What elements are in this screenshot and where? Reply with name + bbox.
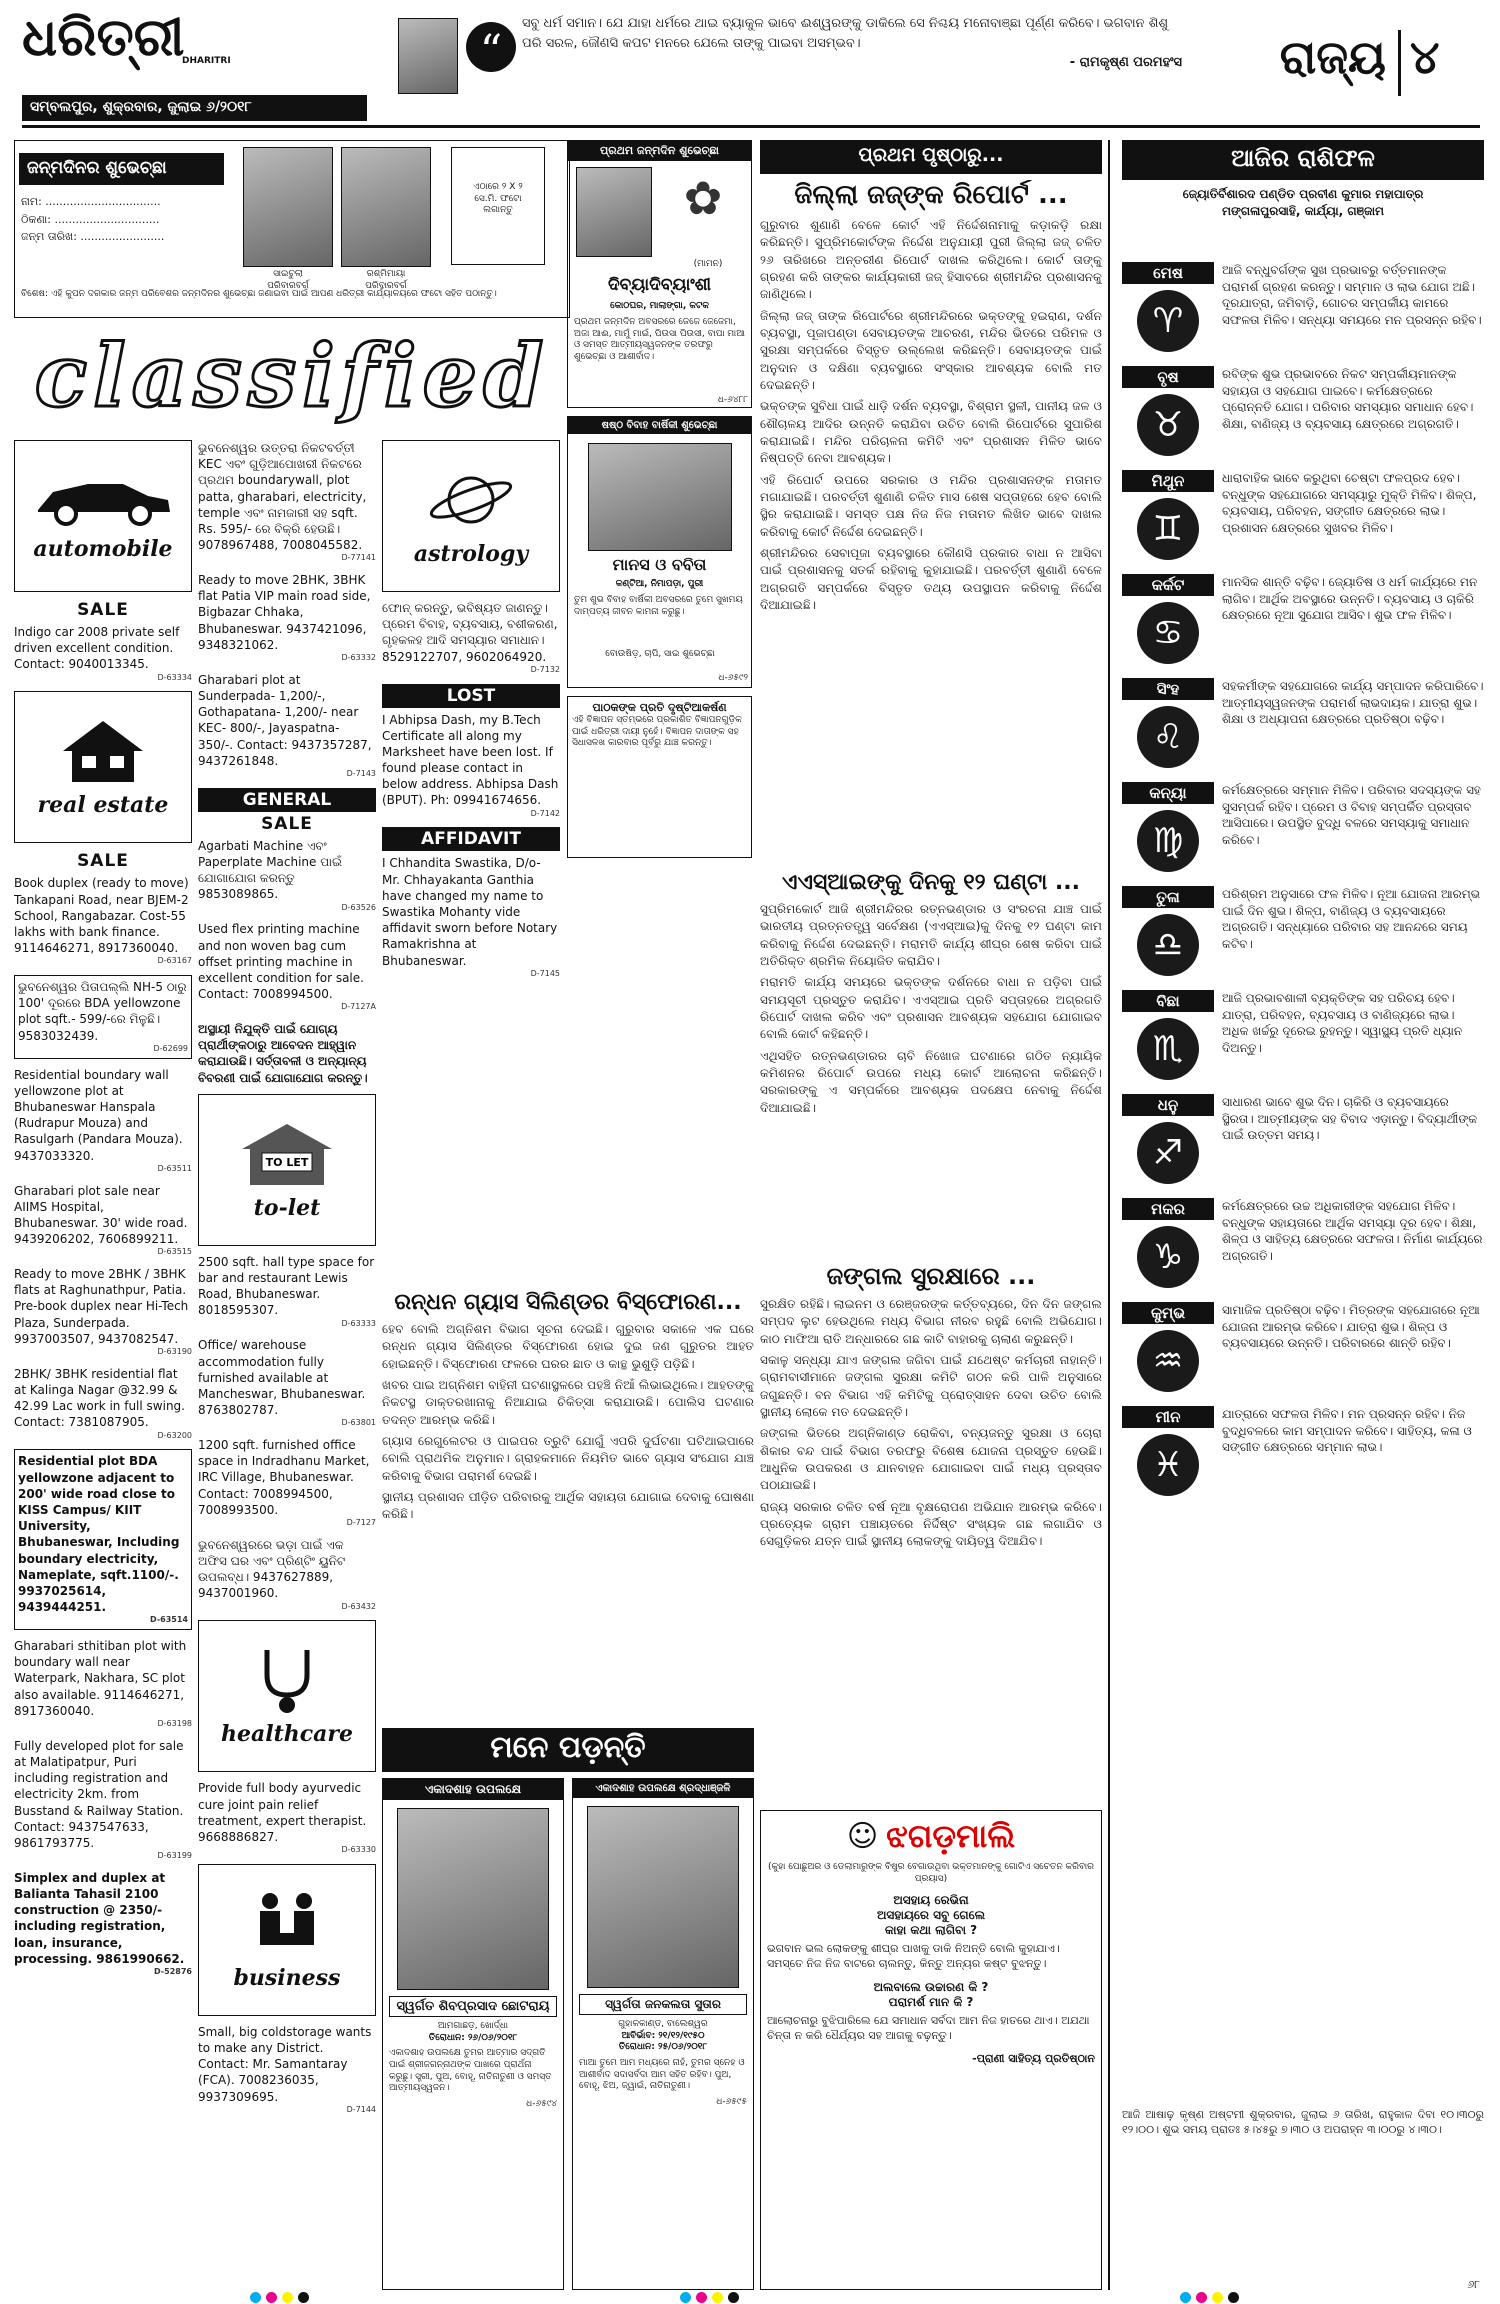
rashi-name: କନ୍ୟା bbox=[1122, 782, 1214, 804]
obituary-photo bbox=[587, 1806, 739, 1988]
classified-column-3 bbox=[382, 440, 560, 1320]
rashi-badge bbox=[1122, 262, 1214, 352]
zodiac-icon: ♏ bbox=[1137, 1018, 1199, 1080]
obituary-name: ସ୍ୱର୍ଗତ ଶିବପ୍ରସାଦ ଛୋଟରାୟ bbox=[389, 1996, 557, 2017]
ad-code: D-63511 bbox=[157, 1163, 192, 1173]
ad-text: Ready to move 2BHK, 3BHK flat Patia VIP main road side, Bigbazar Chhaka, Bhubaneswar. 9437421096, 9348321062. bbox=[198, 573, 371, 652]
rashi-text: ସହକର୍ମୀଙ୍କ ସହଯୋଗରେ କାର୍ଯ୍ୟ ସମ୍ପାଦନ କରିପାରିବେ। ଆତ୍ମୀୟସ୍ୱଜନଙ୍କ ପରାମର୍ଶ ଲାଭଦାୟକ। ଯାତ୍ରା ଶୁଭ। ଶିକ୍ଷା ଓ ଅଧ୍ୟାପନା କ୍ଷେତ୍ରରେ ପ୍ରତିଷ୍ଠା ବଢ଼ିବ। bbox=[1222, 679, 1484, 727]
birthday-field: ଜନ୍ମ ତାରିଖ: ........................ bbox=[21, 230, 165, 244]
rashi-text: ଯାତ୍ରାରେ ସଫଳତା ମିଳିବ। ମନ ପ୍ରସନ୍ନ ରହିବ। ନିଜ ବୁଦ୍ଧିବଳରେ କାମ ସମ୍ପାଦନ କରିବେ। ସାହିତ୍ୟ, କଳା ଓ ସଙ୍ଗୀତ କ୍ଷେତ୍ରରେ ସମ୍ମାନ ଲାଭ। bbox=[1222, 1407, 1472, 1455]
registration-dot bbox=[298, 2292, 309, 2303]
ad-code: D-63198 bbox=[157, 1719, 192, 1728]
anniversary-place: କଣ୍ଟିଆ, ନିମାପଡ଼ା, ପୁରୀ bbox=[615, 579, 704, 589]
story-district-judge bbox=[760, 180, 1102, 870]
story-paragraph: ଏହି ରିପୋର୍ଟ ଉପରେ ସରକାର ଓ ମନ୍ଦିର ପ୍ରଶାସନଙ୍କ ମତାମତ ମଗାଯାଇଛି। ପରବର୍ତ୍ତୀ ଶୁଣାଣି ଚଳିତ ମାସ ଶେଷ ସପ୍ତାହରେ ହେବ ବୋଲି ସ୍ଥିର କରାଯାଇଛି। ସମସ୍ତ ପକ୍ଷ ନିଜ ନିଜ ମତାମତ ଲିଖିତ ଭାବେ ଦାଖଲ କରିବାକୁ କୋର୍ଟ ନିର୍ଦ୍ଦେଶ ଦେଇଛନ୍ତି। bbox=[760, 472, 1102, 539]
story-paragraph: ଗୁରୁବାର ଶୁଣାଣି ବେଳେ କୋର୍ଟ ଏହି ନିର୍ଦ୍ଦେଶନାମାକୁ କଡ଼ାକଡ଼ି ରକ୍ଷା କରିଛନ୍ତି। ସୁପ୍ରିମକୋର୍ଟଙ୍କ ନିର୍ଦ୍ଦେଶ ଅନୁଯାୟୀ ପୁରୀ ଜିଲ୍ଲା ଜଜ୍ ଚଳିତ ୨୬ ତାରିଖରେ ଅନ୍ତରୀଣ ରିପୋର୍ଟ ଦାଖଲ କରିଥିଲେ। କୋର୍ଟ ତାଙ୍କୁ ଗ୍ରହଣ କରି ତାଙ୍କର କାର୍ଯ୍ୟକାରୀ ଜଜ୍ ହିସାବରେ ଶ୍ରୀମନ୍ଦିର ପ୍ରଶାସନକୁ ଜାଣିଥିଲେ। bbox=[760, 218, 1102, 302]
anniversary-ad bbox=[567, 416, 752, 688]
reader-notice-title: ପାଠକଙ୍କ ପ୍ରତି ଦୃଷ୍ଟିଆକର୍ଷଣ bbox=[592, 701, 727, 714]
stethoscope-icon bbox=[247, 1645, 327, 1715]
obituary-left bbox=[382, 1778, 564, 2290]
registration-dot bbox=[282, 2292, 293, 2303]
classified-ad bbox=[14, 624, 192, 683]
rashi-text: ସାମାଜିକ ପ୍ରତିଷ୍ଠା ବଢ଼ିବ। ମିତ୍ରଙ୍କ ସହଯୋଗରେ ନୂଆ ଯୋଜନା ଆରମ୍ଭ କରିବେ। ଯାତ୍ରା ଶୁଭ। ଶିଳ୍ପ ଓ ବ୍ୟବସାୟରେ ଉନ୍ନତି। ପରିବାରରେ ଶାନ୍ତି ରହିବ। bbox=[1222, 1303, 1480, 1351]
ad-text: ଭୁବନେଶ୍ୱର ପିତାପଲ୍ଲି NH-5 ଠାରୁ 100' ଦୂରରେ BDA yellowzone plot sqft.- 599/-ରେ ମିଳୁଛି। 9583032439. bbox=[18, 980, 187, 1043]
planet-icon bbox=[426, 465, 516, 535]
quote-portrait bbox=[398, 18, 458, 94]
to-let-board: TO LET bbox=[265, 1155, 309, 1169]
jhagadamali-question: ଅଲବାଲେ ଉଚ୍ଚାରଣ କି ? ପରାମର୍ଶ ମାନ କି ? bbox=[873, 1980, 989, 2010]
rashi-row bbox=[1122, 470, 1484, 560]
registration-dot bbox=[1196, 2292, 1207, 2303]
zodiac-icon: ♍ bbox=[1137, 810, 1199, 872]
reader-notice bbox=[567, 696, 752, 858]
birthday-title: ଜନ୍ମଦିନର ଶୁଭେଚ୍ଛା bbox=[19, 153, 224, 185]
affidavit-heading: AFFIDAVIT bbox=[382, 827, 560, 851]
ad-code: D-63514 bbox=[150, 1615, 188, 1625]
registration-dot bbox=[712, 2292, 723, 2303]
anniversary-names: ମାନସ ଓ ବବିତା bbox=[612, 555, 707, 574]
jhagadamali-intro: (କୁହା ପୋଛୁଅର ଓ ଡେଲାମାରୁଙ୍କ ବିଷୁର ବେଗାଉଥିବା ଭକ୍ତମାନଙ୍କୁ ଗୋଟିଏ ସଚେତନ କରିବାର ପ୍ରୟାସ) bbox=[768, 1862, 1094, 1884]
rashi-row bbox=[1122, 1302, 1484, 1392]
classified-ad bbox=[198, 572, 376, 664]
classified-ad bbox=[14, 1366, 192, 1442]
obituary-place: ଆମଗାଛଡ଼, ଖୋର୍ଦ୍ଧା bbox=[437, 2021, 509, 2031]
first-birthday-place: କୋଠଘର, ମାଲାଙ୍ଗା, କଟକ bbox=[610, 301, 709, 311]
rashi-row bbox=[1122, 262, 1484, 352]
ad-text: Residential boundary wall yellowzone plot at Bhubaneswar Hanspala (Rudrapur Mouza) and Rasulgarh (Pandara Mouza). 9437033320. bbox=[14, 1067, 183, 1163]
story-paragraph: ଖବର ପାଇ ଅଗ୍ନିଶମ ବାହିନୀ ଘଟଣାସ୍ଥଳରେ ପହଞ୍ଚି ନିଆଁ ଲିଭାଇଥିଲେ। ଆହତଙ୍କୁ ନିକଟସ୍ଥ ଡାକ୍ତରଖାନାକୁ ନିଆଯାଇ ଚିକିତ୍ସା କରାଯାଉଛି। ପୋଲିସ ଘଟଣାର ତଦନ୍ତ ଆରମ୍ଭ କରିଛି। bbox=[382, 1377, 754, 1427]
ad-code: D-63515 bbox=[157, 1247, 192, 1257]
classified-ad bbox=[198, 1337, 376, 1429]
quote-text: ସବୁ ଧର୍ମ ସମାନ। ଯେ ଯାହା ଧର୍ମରେ ଥାଇ ବ୍ୟାକୁଳ ଭାବେ ଈଶ୍ୱରଙ୍କୁ ଡାକିଲେ ସେ ନିଶ୍ଚୟ ମନୋବାଞ୍ଛା ପୂର୍ଣ୍ଣ କରିବେ। ଭଗବାନ ଶିଶୁ ପରି ସରଳ, ଜୌଣସି କପଟ ମନରେ ଯେଲେ ତାଙ୍କୁ ପାଇବା ଅସମ୍ଭବ। bbox=[522, 16, 1169, 51]
rashi-badge bbox=[1122, 366, 1214, 456]
story-paragraph: ହେବ ବୋଲି ଅଗ୍ନିଶମ ବିଭାଗ ସୂଚନା ଦେଇଛି। ଗୁରୁବାର ସକାଳେ ଏକ ଘରେ ରନ୍ଧନ ଗ୍ୟାସ ସିଲିଣ୍ଡର ବିସ୍ଫୋରଣ ହୋଇ ଦୁଇ ଜଣ ଗୁରୁତର ଆହତ ହୋଇଛନ୍ତି। ବିସ୍ଫୋରଣ ଫଳରେ ଘରର ଛାତ ଓ କାନ୍ଥ ଭୁଶୁଡ଼ି ପଡ଼ିଛି। bbox=[382, 1322, 754, 1371]
ad-text: Used flex printing machine and non woven bag cum offset printing machine in excellent condition for sale. Contact: 7008994500. bbox=[198, 922, 364, 1002]
obituary-title: ଏକାଦଶାହ ଉପଲକ୍ଷେ ଶ୍ରଦ୍ଧାଞ୍ଜଳି bbox=[573, 1779, 753, 1798]
story-paragraph: ସୁପ୍ରିମକୋର୍ଟ ଆଜି ଶ୍ରୀମନ୍ଦିରର ରତ୍ନଭଣ୍ଡାର ଓ ସଂରଚନା ଯାଞ୍ଚ ପାଇଁ ଭାରତୀୟ ପ୍ରତ୍ନତତ୍ତ୍ୱ ସର୍ବେକ୍ଷଣ (ଏଏସ୍‌ଆଇ)କୁ ଦିନକୁ ୧୨ ଘଣ୍ଟା କାମ କରିବାକୁ ନିର୍ଦ୍ଦେଶ ଦେଇଛନ୍ତି। ମରାମତି କାର୍ଯ୍ୟ ଶୀଘ୍ର ଶେଷ କରିବା ପାଇଁ ଅତିରିକ୍ତ ଶ୍ରମିକ ନିୟୋଜିତ କରାଯିବ। bbox=[760, 902, 1102, 968]
ad-text: I Chhandita Swastika, D/o- Mr. Chhayakanta Ganthia have changed my name to Swastika Mohanty vide affidavit sworn before Notary Ramakrishna at Bhubaneswar. bbox=[382, 856, 558, 968]
classified-ad bbox=[198, 2024, 376, 2116]
column-rule bbox=[1108, 140, 1110, 2290]
rashi-name: ଧନୁ bbox=[1122, 1094, 1214, 1116]
ad-code: D-63334 bbox=[157, 672, 192, 682]
obituary-place: ଗୁହାଳକାଣ୍ଡ, ବାଲେଶ୍ୱର bbox=[618, 2019, 708, 2029]
ad-code: D-63432 bbox=[341, 1601, 376, 1611]
category-label: to-let bbox=[253, 1194, 321, 1221]
story-paragraph: ସୁରକ୍ଷିତ ରହିଛି। ଲାଇନମ ଓ ରେଞ୍ଜରଙ୍କ କର୍ତ୍ତବ୍ୟରେ, ଦିନ ଦିନ ଜଙ୍ଗଲ ସମ୍ପଦ ଲୁଟ ହେଉଥିଲେ ମଧ୍ୟ ବିଭାଗ ନୀରବ ରହୁଛି ବୋଲି ଅଭିଯୋଗ। କାଠ ମାଫିଆ ରାତି ଅନ୍ଧାରରେ ଗଛ କାଟି ବାହାରକୁ ଚାଲାଣ କରୁଛନ୍ତି। bbox=[760, 1297, 1102, 1346]
ad-text: Gharabari plot sale near AIIMS Hospital, Bhubaneswar. 30' wide road. 9439206202, 7606899211. bbox=[14, 1183, 188, 1247]
registration-dot bbox=[266, 2292, 277, 2303]
rashi-name: ବୃଷ bbox=[1122, 366, 1214, 388]
registration-dot bbox=[1180, 2292, 1191, 2303]
ad-code: D-63330 bbox=[341, 1845, 376, 1855]
ad-text: Simplex and duplex at Balianta Tahasil 2100 construction @ 2350/- including registration, loan, insurance, processing. 9861990662. bbox=[14, 1870, 185, 1966]
story-paragraph: ଏଥିସହିତ ରତ୍ନଭଣ୍ଡାରର ଚାବି ନିଖୋଜ ଘଟଣାରେ ଗଠିତ ନ୍ୟାୟିକ କମିଶନର ରିପୋର୍ଟ ଉପରେ ମଧ୍ୟ କୋର୍ଟ ଆଲୋଚନା କରିଛନ୍ତି। ସରକାରଙ୍କୁ ଏ ସମ୍ପର୍କରେ ଆବଶ୍ୟକ ପଦକ୍ଷେପ ନେବାକୁ ନିର୍ଦ୍ଦେଶ ଦିଆଯାଇଛି। bbox=[760, 1048, 1102, 1115]
jhagadamali-sign: -ପ୍ରାଣୀ ସାହିତ୍ୟ ପ୍ରତିଷ୍ଠାନ bbox=[972, 2051, 1095, 2065]
panji-text: ଆଜି ଆଷାଢ଼ କୃଷ୍ଣ ଅଷ୍ଟମୀ ଶୁକ୍ରବାର, ଜୁଲାଇ ୬ ତାରିଖ, ରାହୁକାଳ ଦିବା ୧୦।୩୦ରୁ ୧୨।୦୦। ଶୁଭ ସମୟ ପ୍ରାତଃ ୫।୪୫ରୁ ୭।୩୦ ଓ ଅପରାହ୍ନ ୩।୦୦ରୁ ୪।୩୦। bbox=[1122, 2108, 1484, 2136]
birthday-fields bbox=[21, 193, 231, 246]
story-paragraph: ଜଙ୍ଗଲ ଭିତରେ ଅଗ୍ନିକାଣ୍ଡ ରୋକିବା, ବନ୍ୟଜନ୍ତୁ ସୁରକ୍ଷା ଓ ଚୋରା ଶିକାର ବନ୍ଦ ପାଇଁ ବିଭାଗ ତରଫରୁ ବିଶେଷ ଯୋଜନା ପ୍ରସ୍ତୁତ ହେଉଛି। ଆଧୁନିକ ଉପକରଣ ଓ ଯାନବାହନ ଯୋଗାଇବା ପାଇଁ ମଧ୍ୟ ପ୍ରସ୍ତାବ ପଠାଯାଇଛି। bbox=[760, 1426, 1102, 1493]
ad-text: Indigo car 2008 private self driven excellent condition. Contact: 9040013345. bbox=[14, 625, 180, 672]
anniversary-from: ବୋଉଷିଡ଼, ଚାପି, ସାଇ ଶୁଭେଚ୍ଛା bbox=[605, 649, 715, 659]
rashi-badge bbox=[1122, 1302, 1214, 1392]
general-heading: GENERAL bbox=[198, 788, 376, 812]
rashi-badge bbox=[1122, 1198, 1214, 1288]
ad-text: Office/ warehouse accommodation fully furnished available at Mancheswar, Bhubaneswar. 8763802787. bbox=[198, 1338, 366, 1418]
ad-text: Gharabari sthitiban plot with boundary wall near Waterpark, Nakhara, SC plot also available. 9114646271, 8917360040. bbox=[14, 1639, 187, 1718]
jhagadamali-answer: ଆଲୋଚନାରୁ ବୁଝିପାରିଲେ ଯେ ସମାଧାନ ସର୍ବଦା ଆମ ନିଜ ହାତରେ ଥାଏ। ଅଯଥା ଚିନ୍ତା ନ କରି ଧୈର୍ଯ୍ୟର ସହ ଆଗକୁ ବଢ଼ନ୍ତୁ। bbox=[767, 2014, 1090, 2042]
story-paragraph: ଗ୍ୟାସ ରେଗୁଲେଟର ଓ ପାଇପର ତ୍ରୁଟି ଯୋଗୁଁ ଏପରି ଦୁର୍ଘଟଣା ଘଟିଥାଇପାରେ ବୋଲି ପ୍ରାଥମିକ ଅନୁମାନ। ଗ୍ରାହକମାନେ ନିୟମିତ ଭାବେ ଗ୍ୟାସ ସଂଯୋଗ ଯାଞ୍ଚ କରିବାକୁ ବିଭାଗ ପରାମର୍ଶ ଦେଇଛି। bbox=[382, 1433, 754, 1483]
cartoon-face-icon: ☺ bbox=[846, 1819, 879, 1854]
house-icon bbox=[58, 716, 148, 786]
classified-ad bbox=[198, 1021, 376, 1086]
classified-ad bbox=[198, 440, 376, 564]
zodiac-icon: ♓ bbox=[1137, 1434, 1199, 1496]
obituary-body: ଏକାଦଶାହ ଉପଲକ୍ଷେ ତୁମର ଆତ୍ମାର ସଦ୍‌ଗତି ପାଇଁ ଶ୍ରୀଜଗନ୍ନାଥଙ୍କ ପାଖରେ ପ୍ରାର୍ଥନା କରୁଛୁ। ସ୍ତ୍ରୀ, ପୁଅ, ବୋହୂ, ନାତିନାତୁଣୀ ଓ ସମସ୍ତ ଆତ୍ମୀୟସ୍ୱଜନ। bbox=[389, 2048, 552, 2094]
ad-code: D-7127A bbox=[341, 1002, 376, 1012]
ad-code: D-7127 bbox=[346, 1518, 376, 1528]
first-birthday-title: ପ୍ରଥମ ଜନ୍ମଦିନ ଶୁଭେଚ୍ଛା bbox=[568, 141, 751, 161]
classified-ad bbox=[14, 1870, 192, 1978]
jhagadamali-question: ଅସହାୟ ରେଭିନା ଅସହାୟରେ ସବୁ ଗେଲେ କାହା କଥା ଲାଗିବା ? bbox=[876, 1893, 986, 1938]
zodiac-icon: ♋ bbox=[1137, 602, 1199, 664]
rashi-name: ମକର bbox=[1122, 1198, 1214, 1220]
rashi-name: କୁମ୍ଭ bbox=[1122, 1302, 1214, 1324]
rashi-row bbox=[1122, 366, 1484, 456]
zodiac-icon: ♎ bbox=[1137, 914, 1199, 976]
classified-ad bbox=[382, 712, 560, 820]
rashi-row bbox=[1122, 1406, 1484, 1496]
classified-ad bbox=[14, 1067, 192, 1175]
lost-heading: LOST bbox=[382, 684, 560, 708]
birthday-coupon bbox=[14, 140, 570, 318]
birthday-photo-2-caption: ରଶ୍ମିମାୟା ପରିବାରବର୍ଗ bbox=[365, 269, 407, 291]
rashi-badge bbox=[1122, 1406, 1214, 1496]
story-headline: ଜିଲ୍ଲା ଜଜ୍‌ଙ୍କ ରିପୋର୍ଟ ... bbox=[794, 180, 1068, 210]
rashi-text: ମାନସିକ ଶାନ୍ତି ବଢ଼ିବ। ଜ୍ୟୋତିଷ ଓ ଧର୍ମ କାର୍ଯ୍ୟରେ ମନ ଲାଗିବ। ଆର୍ଥିକ ଅବସ୍ଥାରେ ଉନ୍ନତି। ବ୍ୟବସାୟ ଓ ଚାକିରି କ୍ଷେତ୍ରରେ ନୂଆ ସୁଯୋଗ ଆସିବ। ଶୁଭ ଫଳ ମିଳିବ। bbox=[1222, 575, 1478, 623]
ad-code: D-63333 bbox=[341, 1318, 376, 1328]
ad-text: I Abhipsa Dash, my B.Tech Certificate all along my Marksheet have been lost. If found please contact in below address. Abhipsa Dash (BPUT). Ph: 09941674656. bbox=[382, 712, 559, 808]
ad-code: D-77141 bbox=[341, 553, 376, 563]
category-business bbox=[198, 1864, 376, 2016]
ad-code: D-7142 bbox=[530, 808, 560, 818]
masthead-quote bbox=[522, 14, 1182, 94]
rashi-badge bbox=[1122, 886, 1214, 976]
rashi-row bbox=[1122, 574, 1484, 664]
ad-code: ଧ-୬୫୯୪ bbox=[526, 2099, 557, 2110]
ad-text: ଅସ୍ଥାୟୀ ନିଯୁକ୍ତି ପାଇଁ ଯୋଗ୍ୟ ପ୍ରାର୍ଥୀଙ୍କଠାରୁ ଆବେଦନ ଆହ୍ୱାନ କରାଯାଉଛି। ସର୍ତ୍ତାବଳୀ ଓ ଅନ୍ୟାନ୍ୟ ବିବରଣୀ ପାଇଁ ଯୋଗାଯୋଗ କରନ୍ତୁ। bbox=[198, 1022, 368, 1085]
quote-author: - ରାମକୃଷ୍ଣ ପରମହଂସ bbox=[1069, 55, 1182, 70]
obituary-date: ତିରୋଧାନ: ୨୬/୦୬/୨୦୧୮ bbox=[428, 2032, 518, 2043]
classified-ad bbox=[198, 838, 376, 914]
classified-ad bbox=[14, 1638, 192, 1730]
jhagadamali-answer: ଭଗବାନ ଭଲ ଲୋକଙ୍କୁ ଶୀଘ୍ର ପାଖକୁ ଡାକି ନିଅନ୍ତି ବୋଲି କୁହାଯାଏ। ସମସ୍ତେ ନିଜ ନିଜ ବାଟରେ ଚାଲନ୍ତୁ, କିନ୍ତୁ ଅନ୍ୟର କଷ୍ଟ ବୁଝନ୍ତୁ। bbox=[767, 1942, 1060, 1971]
registration-dot bbox=[1212, 2292, 1223, 2303]
rashi-badge bbox=[1122, 574, 1214, 664]
category-label: business bbox=[233, 1964, 341, 1991]
jhagadamali-title: ଝଗଡ଼ମାଲି bbox=[886, 1817, 1016, 1855]
classified-wordmark: classified bbox=[34, 326, 550, 427]
category-automobile bbox=[14, 440, 192, 592]
ad-text: ଭୁବନେଶ୍ୱରରେ ଭଡ଼ା ପାଇଁ ଏକ ଅଫିସ ଘର ଏବଂ ପ୍ରିଣ୍ଟିଂ ୟୁନିଟ ଉପଲବ୍ଧ। 9437627889, 9437001960. bbox=[198, 1537, 346, 1601]
rashi-row bbox=[1122, 1198, 1484, 1288]
zodiac-icon: ♑ bbox=[1137, 1226, 1199, 1288]
ad-code: D-63332 bbox=[341, 653, 376, 663]
sale-heading: SALE bbox=[261, 813, 313, 834]
ad-code: ଧ-୬୫୯୫ bbox=[716, 2097, 747, 2108]
rashi-text: ଆଜି ବନ୍ଧୁବର୍ଗଙ୍କ ସୁଖ ପ୍ରଭାବରୁ ବର୍ତ୍ତମାନଙ୍କ ପରାମର୍ଶ ଗ୍ରହଣ କରନ୍ତୁ। ସମ୍ମାନ ଓ ଲାଭ ଯୋଗ ଅଛି। ଦୂରଯାତ୍ରା, ଜମିବାଡ଼ି, ଗୋଚର ସମ୍ପର୍କୀୟ କାମରେ ସଫଳତା ମିଳିବ। ସନ୍ଧ୍ୟା ସମୟରେ ମନ ପ୍ରସନ୍ନ ରହିବ। bbox=[1222, 263, 1482, 327]
rashi-name: ମିଥୁନ bbox=[1122, 470, 1214, 492]
logo-text: ଧରିତ୍ରୀ bbox=[22, 7, 185, 68]
birthday-photo-1-caption: ସାଇଚୁଲା ପରିବାରବର୍ଗ bbox=[267, 269, 309, 291]
rashi-name: ମେଷ bbox=[1122, 262, 1214, 284]
front-page-banner: ପ୍ରଥମ ପୃଷ୍ଠାରୁ... bbox=[760, 140, 1102, 174]
classified-ad bbox=[14, 975, 192, 1059]
classified-ad bbox=[198, 1537, 376, 1613]
category-astrology bbox=[382, 440, 560, 592]
rashi-text: ଧାରାବାହିକ ଭାବେ କରୁଥିବା ଚେଷ୍ଟା ଫଳପ୍ରଦ ହେବ। ବନ୍ଧୁଙ୍କ ସହଯୋଗରେ ସମସ୍ୟାରୁ ମୁକ୍ତି ମିଳିବ। ଶିଳ୍ପ, ବ୍ୟବସାୟ, ପରିବହନ, ସଙ୍ଗୀତ କ୍ଷେତ୍ରରେ ଲାଭ। ପ୍ରଶାସନ କ୍ଷେତ୍ରରେ ସୁଖବର ମିଳିବ। bbox=[1222, 471, 1477, 535]
obituary-name: ସ୍ୱର୍ଗତା ଜନକଲତା ସୁତାର bbox=[579, 1994, 747, 2015]
rashi-text: ପରିଶ୍ରମ ଅନୁସାରେ ଫଳ ମିଳିବ। ନୂଆ ଯୋଜନା ଆରମ୍ଭ ପାଇଁ ଦିନ ଶୁଭ। ଶିଳ୍ପ, ବାଣିଜ୍ୟ ଓ ବ୍ୟବସାୟରେ ଅଗ୍ରଗତି। ସନ୍ଧ୍ୟାରେ ପରିବାର ସହ ଆନନ୍ଦରେ ସମୟ କଟିବ। bbox=[1222, 887, 1481, 951]
rashi-name: ସିଂହ bbox=[1122, 678, 1214, 700]
classified-ad bbox=[14, 1183, 192, 1259]
anniversary-body: ତୁମ ଶୁଭ ବିବାହ ବାର୍ଷିକୀ ଅବସରରେ ତୁମେ ସୁଖମୟ ଦାମ୍ପତ୍ୟ ଜୀବନ କାମନା କରୁଛୁ। bbox=[574, 595, 743, 617]
jhagadamali-box bbox=[760, 1810, 1102, 2290]
story-paragraph: ସକାଳୁ ସନ୍ଧ୍ୟା ଯାଏ ଜଙ୍ଗଲ ଜଗିବା ପାଇଁ ଯଥେଷ୍ଟ କର୍ମଚାରୀ ନାହାନ୍ତି। ଗ୍ରାମବାସୀମାନେ ଜଙ୍ଗଲ ସୁରକ୍ଷା କମିଟି ଗଠନ କରି ପାଳି ଅନୁସାରେ ଜଗୁଛନ୍ତି। ବନ ବିଭାଗ ଏହି କମିଟିକୁ ପ୍ରୋତ୍ସାହନ ଦେବା ଉଚିତ ବୋଲି ସ୍ଥାନୀୟ ଲୋକେ ମତ ଦେଇଛନ୍ତି। bbox=[760, 1352, 1102, 1419]
story-headline: ଜଙ୍ଗଲ ସୁରକ୍ଷାରେ ... bbox=[826, 1262, 1036, 1290]
anniversary-title: ଷଷ୍ଠ ବିବାହ ବାର୍ଷିକୀ ଶୁଭେଚ୍ଛା bbox=[568, 417, 751, 434]
zodiac-icon: ♒ bbox=[1137, 1330, 1199, 1392]
businessmen-icon bbox=[242, 1889, 332, 1959]
sale-heading: SALE bbox=[77, 851, 129, 872]
story-asi bbox=[760, 870, 1102, 1250]
quote-mark-icon: “ bbox=[466, 22, 516, 72]
classified-ad bbox=[198, 672, 376, 780]
classified-ad bbox=[14, 1449, 192, 1630]
ad-text: Residential plot BDA yellowzone adjacent to 200' wide road close to KISS Campus/ KIIT University, Bhubaneswar, Including boundary electricity, Nameplate, sqft.1100/-. 9937025614, 9439444251. bbox=[18, 1454, 180, 1615]
story-forest bbox=[760, 1262, 1102, 1802]
ad-code: D-63190 bbox=[157, 1347, 192, 1357]
logo-subtitle: DHARITRI bbox=[182, 56, 231, 66]
ad-code: D-7143 bbox=[346, 768, 376, 778]
rashi-text: ସାଧାରଣ ଭାବେ ଶୁଭ ଦିନ। ଚାକିରି ଓ ବ୍ୟବସାୟରେ ସ୍ଥିରତା। ଆତ୍ମୀୟଙ୍କ ସହ ବିବାଦ ଏଡ଼ାନ୍ତୁ। ବିଦ୍ୟାର୍ଥୀଙ୍କ ପାଇଁ ଉତ୍ତମ ସମୟ। bbox=[1222, 1095, 1478, 1143]
first-birthday-ad bbox=[567, 140, 752, 408]
horoscope-list bbox=[1122, 262, 1484, 2102]
classified-ad bbox=[198, 1437, 376, 1529]
rashi-name: କର୍କଟ bbox=[1122, 574, 1214, 596]
obituary-photo bbox=[397, 1808, 549, 1990]
birthday-field: ଠିକଣା: .............................. bbox=[21, 212, 160, 226]
ad-code: D-63200 bbox=[157, 1430, 192, 1440]
birthday-note: ବିଶେଷ: ଏହି କୁପନ ଦରକାର ଜନ୍ମ ପରିବେଶର ଜନ୍ମଦିନର ଶୁଭେଚ୍ଛା ଜଣାଇବା ପାଇଁ ଆପଣ ଧରିତ୍ରୀ କାର୍ଯ୍ୟାଳୟରେ ଫଟୋ ସହିତ ପଠାନ୍ତୁ। bbox=[21, 289, 497, 299]
ad-code: ଧ-୬୫୯୨ bbox=[718, 673, 748, 683]
category-real-estate bbox=[14, 691, 192, 843]
section-name: ରାଜ୍ୟ bbox=[1279, 30, 1386, 84]
flower-icon: ✿ bbox=[683, 171, 723, 225]
ad-code: D-7145 bbox=[530, 968, 560, 978]
zodiac-icon: ♉ bbox=[1137, 394, 1199, 456]
rashi-badge bbox=[1122, 470, 1214, 560]
story-paragraph: ସ୍ଥାନୀୟ ପ୍ରଶାସନ ପୀଡ଼ିତ ପରିବାରକୁ ଆର୍ଥିକ ସହାୟତା ଯୋଗାଇ ଦେବାକୁ ଘୋଷଣା କରିଛି। bbox=[382, 1489, 754, 1522]
ad-code: D-63199 bbox=[157, 1851, 192, 1861]
rashi-name: ବିଛା bbox=[1122, 990, 1214, 1012]
story-paragraph: ରାଜ୍ୟ ସରକାର ଚଳିତ ବର୍ଷ ନୂଆ ବୃକ୍ଷରୋପଣ ଅଭିଯାନ ଆରମ୍ଭ କରିବେ। ପ୍ରତ୍ୟେକ ଗ୍ରାମ ପଞ୍ଚାୟତରେ ନିର୍ଦ୍ଦିଷ୍ଟ ସଂଖ୍ୟକ ଗଛ ଲଗାଯିବ ଓ ସେଗୁଡ଼ିକର ଯତ୍ନ ପାଇଁ ସ୍ଥାନୀୟ ଲୋକଙ୍କୁ ଦାୟିତ୍ୱ ଦିଆଯିବ। bbox=[760, 1499, 1102, 1549]
car-icon bbox=[28, 470, 178, 530]
ad-code: ଧ-୬୪୮୮ bbox=[717, 395, 748, 405]
birthday-photo-2 bbox=[341, 147, 431, 267]
masthead-rule bbox=[22, 125, 1480, 128]
ad-text: ଫୋନ୍ କରନ୍ତୁ, ଭବିଷ୍ୟତ ଜାଣନ୍ତୁ। ପ୍ରେମ ବିବାହ, ବ୍ୟବସାୟ, ବଶୀକରଣ, ଗୃହକଳହ ଆଦି ସମସ୍ୟାର ସମାଧାନ। 8529122707, 9602064920. bbox=[382, 601, 558, 664]
category-label: astrology bbox=[413, 541, 529, 567]
classified-ad bbox=[14, 1266, 192, 1358]
story-gas-cylinder bbox=[382, 1290, 754, 1720]
birthday-field: ନାମ: ................................. bbox=[21, 195, 161, 208]
rashi-name: ମୀନ bbox=[1122, 1406, 1214, 1428]
registration-dot bbox=[250, 2292, 261, 2303]
rashi-badge bbox=[1122, 990, 1214, 1080]
birthday-photo-1 bbox=[243, 147, 333, 267]
story-headline: ରନ୍ଧନ ଗ୍ୟାସ ସିଲିଣ୍ଡର ବିସ୍ଫୋରଣ... bbox=[394, 1290, 742, 1315]
rashi-row bbox=[1122, 990, 1484, 1080]
registration-dot bbox=[1228, 2292, 1239, 2303]
rashi-text: ରବିଙ୍କ ଶୁଭ ପ୍ରଭାବରେ ନିକଟ ସମ୍ପର୍କୀୟମାନଙ୍କ ସହାୟତା ଓ ସହଯୋଗ ପାଇବେ। କର୍ମକ୍ଷେତ୍ରରେ ପ୍ରୋନ୍ନତି ଯୋଗ। ପରିବାର ସମସ୍ୟାର ସମାଧାନ ହେବ। ଶିକ୍ଷା, ବାଣିଜ୍ୟ ଓ ବ୍ୟବସାୟ କ୍ଷେତ୍ରରେ ଅଗ୍ରଗତି। bbox=[1222, 367, 1474, 431]
sale-heading: SALE bbox=[77, 600, 129, 620]
obituary-right bbox=[572, 1778, 754, 2290]
masthead-logo bbox=[22, 8, 352, 100]
category-to-let bbox=[198, 1094, 376, 1246]
ad-text: Agarbati Machine ଏବଂ Paperplate Machine ପାଇଁ ଯୋଗାଯୋଗ କରନ୍ତୁ 9853089865. bbox=[198, 838, 342, 902]
reader-notice-body: ଏହି ବିଜ୍ଞାପନ ସ୍ତମ୍ଭରେ ପ୍ରକାଶିତ ବିଜ୍ଞାପନଗୁଡ଼ିକ ପାଇଁ ଧରିତ୍ରୀ ଦାୟୀ ନୁହେଁ। ବିଜ୍ଞାପନ ଦାତାଙ୍କ ସହ ସିଧାସଳଖ କାରବାର ପୂର୍ବରୁ ଯାଞ୍ଚ କରନ୍ତୁ। bbox=[572, 715, 742, 749]
zodiac-icon: ♊ bbox=[1137, 498, 1199, 560]
category-label: automobile bbox=[33, 536, 173, 562]
classified-ad bbox=[14, 1738, 192, 1862]
rashi-row bbox=[1122, 678, 1484, 768]
to-let-house-icon bbox=[232, 1119, 342, 1189]
ad-text: 2500 sqft. hall type space for bar and restaurant Lewis Road, Bhubaneswar. 8018595307. bbox=[198, 1254, 375, 1318]
classified-ad bbox=[198, 1780, 376, 1856]
classified-ad bbox=[382, 600, 560, 676]
classified-column-1 bbox=[14, 440, 192, 2295]
classified-ad bbox=[382, 855, 560, 979]
obituary-body: ମାଆ ତୁମେ ଆମ ମଧ୍ୟରେ ନାହଁ, ତୁମର ସ୍ନେହ ଓ ଆଶୀର୍ବାଦ ସଦାସର୍ବଦା ଆମ ସହିତ ରହିବ। ପୁଅ, ବୋହୂ, ଝିଅ, ଜ୍ୱାଇଁ, ନାତିନାତୁଣୀ। bbox=[579, 2058, 745, 2092]
ad-text: Fully developed plot for sale at Malatipatpur, Puri including registration and electricity 2km. from Busstand & Railway Station. Contact: 9437547633, 9861793775. bbox=[14, 1738, 184, 1850]
rashi-row bbox=[1122, 1094, 1484, 1184]
story-paragraph: ଭକ୍ତଙ୍କ ସୁବିଧା ପାଇଁ ଧାଡ଼ି ଦର୍ଶନ ବ୍ୟବସ୍ଥା, ବିଶ୍ରାମ ସ୍ଥଳୀ, ପାନୀୟ ଜଳ ଓ ଶୌଚାଳୟ ଆଦିର ଉନ୍ନତି କରାଯିବା ଉଚିତ ବୋଲି ରିପୋର୍ଟରେ ସୁପାରିଶ କରାଯାଇଛି। ମନ୍ଦିର ପରିଚାଳନା କମିଟି ଏବଂ ପ୍ରଶାସନ ମିଳିତ ଭାବେ ନିଷ୍ପତ୍ତି ନେବା ଆବଶ୍ୟକ। bbox=[760, 399, 1102, 466]
couple-photo bbox=[588, 443, 732, 551]
ad-code: D-52876 bbox=[154, 1967, 192, 1977]
obituary-date: ଆବିର୍ଭାବ: ୨୧/୧୨/୧୯୫୦ bbox=[621, 2030, 705, 2041]
classified-ad bbox=[198, 921, 376, 1013]
child-photo bbox=[576, 167, 652, 257]
category-label: real estate bbox=[37, 792, 169, 819]
ad-text: Provide full body ayurvedic cure joint pain relief treatment, expert therapist. 9668886827. bbox=[198, 1781, 367, 1844]
page-number: ୪ bbox=[1410, 30, 1440, 84]
remembrance-banner: ମନେ ପଡ଼ନ୍ତି bbox=[382, 1728, 754, 1772]
obituary-title: ଏକାଦଶାହ ଉପଲକ୍ଷେ bbox=[383, 1779, 563, 1800]
footer-page-code: ୬୮ bbox=[1467, 2278, 1480, 2291]
ad-text: ଭୁବନେଶ୍ୱର ଉତ୍ତରା ନିକଟବର୍ତ୍ତୀ KEC ଏବଂ ଗୁଡ଼ିଆପୋଖରୀ ନିକଟରେ ପ୍ରଥମ boundarywall, plot patta, gharabari, electricity, temple ଏବଂ ନାମଜାରୀ ସହ sqft. Rs. 595/- ରେ ବିକ୍ରି ହେଉଛି। 9078967488, 7008045582. bbox=[198, 441, 367, 553]
rashi-row bbox=[1122, 782, 1484, 872]
ad-code: D-63526 bbox=[341, 902, 376, 912]
rashi-text: କର୍ମକ୍ଷେତ୍ରରେ ଉଚ୍ଚ ଅଧିକାରୀଙ୍କ ସହଯୋଗ ମିଳିବ। ବନ୍ଧୁଙ୍କ ସହାୟତାରେ ଆର୍ଥିକ ସମସ୍ୟା ଦୂର ହେବ। ଶିକ୍ଷା, ଶିଳ୍ପ ଓ ସାହିତ୍ୟ କ୍ଷେତ୍ରରେ ସଫଳତା। ନିର୍ମାଣ କାର୍ଯ୍ୟରେ ଅଗ୍ରଗତି। bbox=[1222, 1199, 1483, 1263]
registration-dot bbox=[680, 2292, 691, 2303]
first-birthday-body: ପ୍ରଥମ ଜନ୍ମଦିନ ଅବସରରେ ଜେଜେ ଜେଜେମା, ଅଜା ଆଈ, ମାମୁଁ ମାଇଁ, ପିଉସା ପିଉସୀ, ବାପା ମାଆ ଓ ସମସ୍ତ ଆତ୍ମୀୟସ୍ୱଜନଙ୍କ ତରଫରୁ ଶୁଭେଚ୍ଛା ଓ ଆଶୀର୍ବାଦ। bbox=[574, 317, 745, 363]
ad-code: D-63167 bbox=[157, 956, 192, 966]
zodiac-icon: ♌ bbox=[1137, 706, 1199, 768]
ad-text: Gharabari plot at Sunderpada- 1,200/-, Gothapatana- 1,200/- near KEC- 800/-, Jayaspatna- 350/-. Contact: 9437357287, 9437261848. bbox=[198, 672, 372, 768]
zodiac-icon: ♈ bbox=[1137, 290, 1199, 352]
first-birthday-name: ଦିବ୍ୟାଦିବ୍ୟାଂଶୀ bbox=[607, 275, 712, 295]
horoscope-banner: ଆଜିର ରାଶିଫଳ bbox=[1122, 140, 1484, 180]
registration-dot bbox=[728, 2292, 739, 2303]
rashi-text: କର୍ମକ୍ଷେତ୍ରରେ ସମ୍ମାନ ମିଳିବ। ପରିବାର ସଦସ୍ୟଙ୍କ ସହ ସୁସମ୍ପର୍କ ରହିବ। ପ୍ରେମ ଓ ବିବାହ ସମ୍ପର୍କିତ ପ୍ରସ୍ତାବ ଆସିପାରେ। ଉପସ୍ଥିତ ବୁଦ୍ଧି ବଳରେ ସମସ୍ୟାକୁ ସମାଧାନ କରିବେ। bbox=[1222, 783, 1481, 847]
registration-dot bbox=[696, 2292, 707, 2303]
ad-code: D-62699 bbox=[153, 1043, 188, 1053]
story-paragraph: ଶ୍ରୀମନ୍ଦିରର ସେବାପୂଜା ବ୍ୟବସ୍ଥାରେ କୌଣସି ପ୍ରକାର ବାଧା ନ ଆସିବା ପାଇଁ ପ୍ରଶାସନକୁ ସତର୍କ ରହିବାକୁ କୁହାଯାଇଛି। ପରବର୍ତ୍ତୀ ଶୁଣାଣି ବେଳେ ଅଗ୍ରଗତି ସମ୍ପର୍କରେ ବିସ୍ତୃତ ତଥ୍ୟ ଉପସ୍ଥାପନ କରିବାକୁ ନିର୍ଦ୍ଦେଶ ଦିଆଯାଇଛି। bbox=[760, 545, 1102, 612]
category-healthcare bbox=[198, 1620, 376, 1772]
classified-column-2 bbox=[198, 440, 376, 2295]
horoscope-author: ଜ୍ୟୋତିର୍ବିଶାରଦ ପଣ୍ଡିତ ପ୍ରବୀଣ କୁମାର ମହାପାତ୍ର ମଙ୍ଗଳାପୁରସାହି, କାର୍ଯ୍ୟା, ଗଞ୍ଜାମ bbox=[1182, 187, 1424, 218]
ad-code: D-7144 bbox=[346, 2104, 376, 2114]
category-label: healthcare bbox=[221, 1721, 353, 1748]
rashi-badge bbox=[1122, 678, 1214, 768]
rashi-row bbox=[1122, 886, 1484, 976]
ad-text: Book duplex (ready to move) Tankapani Road, near BJEM-2 School, Rangabazar. Cost-55 lakhs with bank finance. 9114646271, 8917360040. bbox=[14, 876, 189, 956]
ad-code: D-7132 bbox=[530, 664, 560, 674]
story-paragraph: ଜିଲ୍ଲା ଜଜ୍ ତାଙ୍କ ରିପୋର୍ଟରେ ଶ୍ରୀମନ୍ଦିରରେ ଭକ୍ତଙ୍କୁ ହଇରାଣ, ଦର୍ଶନ ବ୍ୟବସ୍ଥା, ପୂଜାପଣ୍ଡା ସେବାୟତଙ୍କ ଆଚରଣ, ମନ୍ଦିର ଭିତରେ ପରିମଳ ଓ ସୁରକ୍ଷା ସମ୍ପର୍କରେ ବିସ୍ତୃତ ଉଲ୍ଲେଖ କରିଛନ୍ତି। ସେବାୟତଙ୍କ ପାଇଁ ଅନୁଦାନ ଓ ଦକ୍ଷିଣା ବ୍ୟବସ୍ଥାରେ ସଂସ୍କାର ଆବଶ୍ୟକ ବୋଲି ମତ ଦେଇଛନ୍ତି। bbox=[760, 308, 1102, 392]
ad-code: D-63801 bbox=[341, 1418, 376, 1428]
rashi-name: ତୁଳା bbox=[1122, 886, 1214, 908]
registration-marks bbox=[0, 2292, 1500, 2304]
dateline: ସମ୍ବଲପୁର, ଶୁକ୍ରବାର, ଜୁଲାଇ ୬/୨୦୧୮ bbox=[22, 95, 367, 121]
ad-text: 1200 sqft. furnished office space in Indradhanu Market, IRC Village, Bhubaneswar. Contact: 7008994500, 7008993500. bbox=[198, 1438, 370, 1517]
section-divider bbox=[1398, 30, 1401, 96]
ad-text: 2BHK/ 3BHK residential flat at Kalinga Nagar @32.99 & 42.99 Lac work in full swing. Contact: 7381087905. bbox=[14, 1366, 185, 1430]
obituary-date: ତିରୋଧାନ: ୨୫/୦୬/୨୦୧୮ bbox=[618, 2042, 708, 2053]
zodiac-icon: ♐ bbox=[1137, 1122, 1199, 1184]
classified-ad bbox=[14, 875, 192, 967]
first-birthday-tag: (ମାମନ) bbox=[693, 259, 723, 269]
photo-placeholder: ଏଠାରେ ୨ X ୨ ସେ.ମି. ଫଟୋ ଲଗାନ୍ତୁ bbox=[451, 147, 545, 265]
rashi-badge bbox=[1122, 1094, 1214, 1184]
ad-text: Small, big coldstorage wants to make any District. Contact: Mr. Samantaray (FCA). 7008236035, 9937309695. bbox=[198, 2024, 372, 2104]
story-paragraph: ମରାମତି କାର୍ଯ୍ୟ ସମୟରେ ଭକ୍ତଙ୍କ ଦର୍ଶନରେ ବାଧା ନ ପଡ଼ିବା ପାଇଁ ସମୟସୂଚୀ ପ୍ରସ୍ତୁତ କରାଯିବ। ଏଏସ୍‌ଆଇ ପ୍ରତି ସପ୍ତାହରେ ଅଗ୍ରଗତି ରିପୋର୍ଟ ଦାଖଲ କରିବ ଏବଂ ପ୍ରଶାସନ ଆବଶ୍ୟକ ସହଯୋଗ ଯୋଗାଇବ ବୋଲି କୋର୍ଟ କହିଛନ୍ତି। bbox=[760, 975, 1102, 1042]
classified-ad bbox=[198, 1254, 376, 1330]
story-headline: ଏଏସ୍‌ଆଇଙ୍କୁ ଦିନକୁ ୧୨ ଘଣ୍ଟା ... bbox=[782, 870, 1080, 895]
rashi-text: ଆଜି ପ୍ରଭାବଶାଳୀ ବ୍ୟକ୍ତିଙ୍କ ସହ ପରିଚୟ ହେବ। ଯାତ୍ରା, ପରିବହନ, ବ୍ୟବସାୟ ଓ ବାଣିଜ୍ୟରେ ଲାଭ। ଅଧିକ ଖର୍ଚ୍ଚରୁ ଦୂରେଇ ରୁହନ୍ତୁ। ସ୍ୱାସ୍ଥ୍ୟ ପ୍ରତି ଧ୍ୟାନ ଦିଅନ୍ତୁ। bbox=[1222, 991, 1463, 1055]
ad-text: Ready to move 2BHK / 3BHK flats at Raghunathpur, Patia. Pre-book duplex near Hi-Tech Plaza, Sunderpada. 9937003507, 9437082547. bbox=[14, 1267, 189, 1346]
rashi-badge bbox=[1122, 782, 1214, 872]
